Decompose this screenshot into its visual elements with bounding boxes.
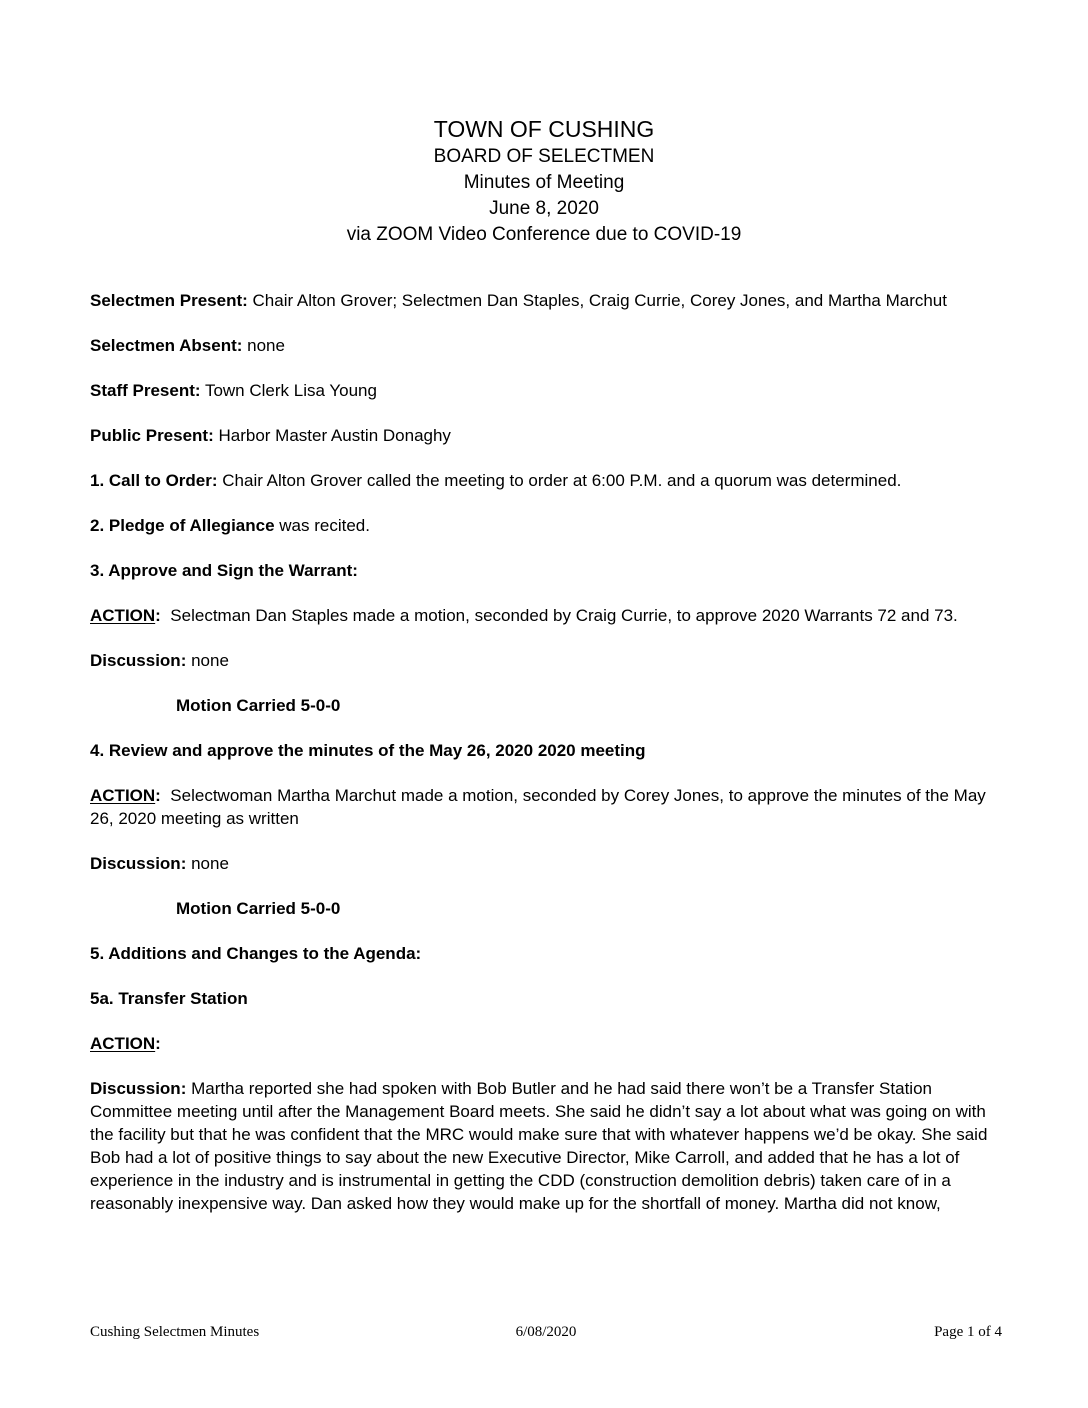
footer-document-title: Cushing Selectmen Minutes bbox=[90, 1324, 260, 1340]
public-present bbox=[90, 424, 1002, 447]
item-1-call-to-order-text: Chair Alton Grover called the meeting to order at 6:00 P.M. and a quorum was determined. bbox=[217, 471, 902, 490]
action-transfer-station-text: ACTION bbox=[90, 1034, 156, 1053]
selectmen-present bbox=[90, 289, 1002, 312]
discussion-transfer-station-text: Discussion: bbox=[90, 1079, 187, 1098]
document-title: TOWN OF CUSHING bbox=[433, 116, 655, 142]
staff-present-text: Staff Present: bbox=[90, 381, 201, 400]
action-minutes-text: Selectwoman Martha Marchut made a motion, seconded by Corey Jones, to approve the minutes of the May 26, 2020 meeting as written bbox=[90, 786, 991, 828]
discussion-minutes-text: none bbox=[186, 854, 229, 873]
discussion-minutes-text: Discussion: bbox=[90, 854, 187, 873]
discussion-warrant bbox=[90, 649, 1002, 672]
action-warrant-text: : bbox=[155, 606, 161, 625]
discussion-warrant-text: Discussion: bbox=[90, 651, 187, 670]
public-present-text: Public Present: bbox=[90, 426, 214, 445]
item-1-call-to-order bbox=[90, 469, 1002, 492]
action-minutes-text: ACTION bbox=[90, 786, 156, 805]
document-subtitle-minutes: Minutes of Meeting bbox=[463, 172, 625, 193]
selectmen-absent-text: none bbox=[242, 336, 285, 355]
item-5a-transfer-station bbox=[90, 987, 1002, 1010]
item-2-pledge-of-allegiance-text: was recited. bbox=[274, 516, 370, 535]
document-footer bbox=[90, 1323, 1002, 1341]
document-body bbox=[90, 289, 1002, 1215]
item-2-pledge-of-allegiance-text: 2. Pledge of Allegiance bbox=[90, 516, 275, 535]
item-5-additions-changes bbox=[90, 942, 1002, 965]
discussion-transfer-station bbox=[90, 1077, 1002, 1215]
selectmen-absent-text: Selectmen Absent: bbox=[90, 336, 243, 355]
discussion-warrant-text: none bbox=[186, 651, 229, 670]
item-4-review-minutes bbox=[90, 739, 1002, 762]
motion-carried-minutes-text: Motion Carried 5-0-0 bbox=[176, 899, 341, 918]
footer-date: 6/08/2020 bbox=[515, 1324, 577, 1340]
item-1-call-to-order-text: 1. Call to Order: bbox=[90, 471, 218, 490]
selectmen-absent bbox=[90, 334, 1002, 357]
action-minutes-text: : bbox=[155, 786, 161, 805]
document-subtitle-board: BOARD OF SELECTMEN bbox=[433, 146, 655, 167]
action-warrant-text: ACTION bbox=[90, 606, 156, 625]
item-2-pledge-of-allegiance bbox=[90, 514, 1002, 537]
motion-carried-minutes bbox=[90, 897, 1002, 920]
document-date: June 8, 2020 bbox=[489, 198, 599, 219]
motion-carried-warrant bbox=[90, 694, 1002, 717]
motion-carried-warrant-text: Motion Carried 5-0-0 bbox=[176, 696, 341, 715]
item-5a-transfer-station-text: 5a. Transfer Station bbox=[90, 989, 248, 1008]
action-warrant-text: Selectman Dan Staples made a motion, seconded by Craig Currie, to approve 2020 Warrants 72 and 73. bbox=[160, 606, 958, 625]
staff-present bbox=[90, 379, 1002, 402]
action-transfer-station bbox=[90, 1032, 1002, 1055]
footer-page-number: Page 1 of 4 bbox=[934, 1324, 1002, 1340]
selectmen-present-text: Selectmen Present: bbox=[90, 291, 248, 310]
staff-present-text: Town Clerk Lisa Young bbox=[200, 381, 377, 400]
public-present-text: Harbor Master Austin Donaghy bbox=[213, 426, 451, 445]
item-4-review-minutes-text: 4. Review and approve the minutes of the May 26, 2020 2020 meeting bbox=[90, 741, 646, 760]
item-3-approve-warrant-text: 3. Approve and Sign the Warrant: bbox=[90, 561, 358, 580]
document-venue: via ZOOM Video Conference due to COVID-19 bbox=[346, 224, 742, 245]
discussion-minutes bbox=[90, 852, 1002, 875]
item-3-approve-warrant bbox=[90, 559, 1002, 582]
action-warrant bbox=[90, 604, 1002, 627]
action-transfer-station-text: : bbox=[155, 1034, 161, 1053]
action-minutes bbox=[90, 784, 1002, 830]
discussion-transfer-station-text: Martha reported she had spoken with Bob Butler and he had said there won’t be a Transfer Station Committee meeting until after the Management Board meets. She said he didn’t say a lot about what was going on with the facility but that he was confident that the MRC would make sure that with whatever happens we’d be okay. She said Bob had a lot of positive things to say about the new Executive Director, Mike Carroll, and added that he has a lot of experience in the industry and is instrumental in getting the CDD (construction demolition debris) taken care of in a reasonably inexpensive way. Dan asked how they would make up for the shortfall of money. Martha did not know, bbox=[90, 1079, 993, 1213]
document-header bbox=[0, 0, 1088, 248]
item-5-additions-changes-text: 5. Additions and Changes to the Agenda: bbox=[90, 944, 422, 963]
selectmen-present-text: Chair Alton Grover; Selectmen Dan Staples, Craig Currie, Corey Jones, and Martha Marchut bbox=[247, 291, 947, 310]
